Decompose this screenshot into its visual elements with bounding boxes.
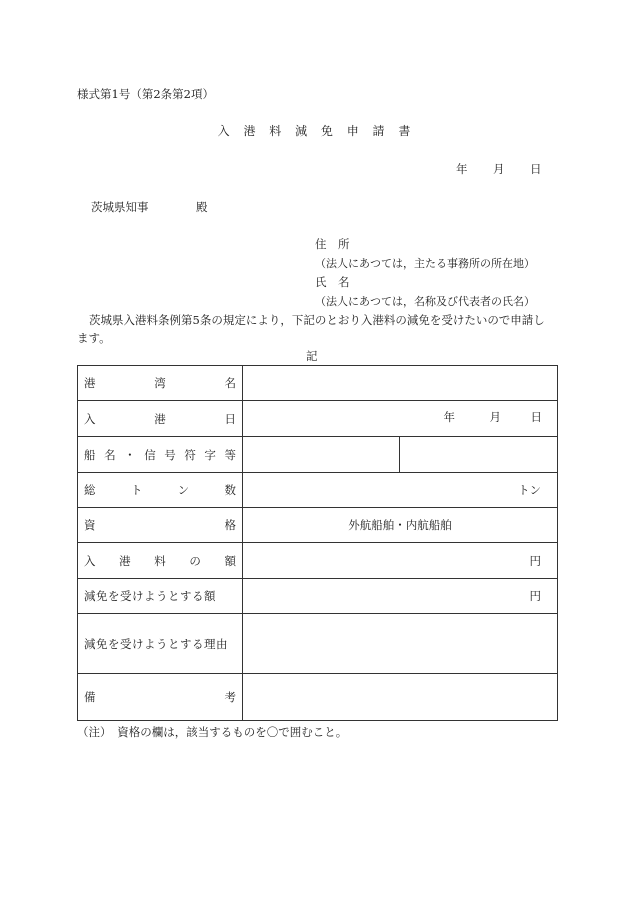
qualification-options[interactable]: [243, 508, 558, 543]
form-number: 様式第1号（第2条第2項）: [77, 87, 214, 101]
name-label: 氏 名: [315, 275, 350, 289]
row-reason: [78, 614, 558, 674]
body-text: 茨城県入港料条例第5条の規定により，下記のとおり入港料の減免を受けたいので申請します。: [77, 313, 545, 345]
row-fee: [78, 543, 558, 579]
label-entry-date: 入 港 日: [78, 401, 243, 437]
tonnage-unit: トン: [518, 483, 541, 497]
call-sign-input[interactable]: [400, 437, 558, 473]
row-remarks: [78, 674, 558, 721]
row-port: [78, 366, 558, 401]
entry-date-month: 月: [489, 409, 501, 424]
row-entry-date: [78, 401, 558, 437]
addressee-honorific: 殿: [196, 200, 208, 214]
row-ship: [78, 437, 558, 473]
tonnage-input[interactable]: [243, 473, 558, 508]
label-reason: 減免を受けようとする理由: [78, 614, 243, 674]
application-table: [77, 365, 558, 721]
ki-label: 記: [306, 349, 318, 363]
label-ship: 船 名 ・ 信 号 符 字 等: [78, 437, 243, 473]
page-title: 入 港 料 減 免 申 請 書: [217, 124, 413, 138]
header-date-day: 日: [530, 162, 542, 176]
footnote: （注） 資格の欄は，該当するものを〇で囲むこと。: [77, 725, 348, 739]
label-tonnage: 総 ト ン 数: [78, 473, 243, 508]
row-qualification: [78, 508, 558, 543]
fee-unit: 円: [529, 553, 541, 568]
row-tonnage: [78, 473, 558, 508]
exempt-amount-unit: 円: [529, 589, 541, 603]
entry-date-day: 日: [530, 409, 542, 424]
row-exempt-amount: [78, 579, 558, 614]
header-date-month: 月: [493, 162, 505, 176]
label-remarks: 備 考: [78, 674, 243, 721]
qualification-value: 外航船舶・内航船舶: [348, 518, 452, 532]
label-exempt-amount: 減免を受けようとする額: [78, 579, 243, 614]
exempt-amount-input[interactable]: [243, 579, 558, 614]
label-qualification: 資 格: [78, 508, 243, 543]
port-input[interactable]: [243, 366, 558, 401]
addressee-name: 茨城県知事: [91, 200, 149, 214]
address-note: （法人にあつては，主たる事務所の所在地）: [315, 257, 535, 270]
entry-date-year: 年: [443, 409, 455, 424]
fee-input[interactable]: [243, 543, 558, 579]
ship-name-input[interactable]: [243, 437, 400, 473]
header-date-year: 年: [456, 162, 468, 176]
reason-input[interactable]: [243, 614, 558, 674]
label-fee: 入 港 料 の 額: [78, 543, 243, 579]
name-note: （法人にあつては，名称及び代表者の氏名）: [315, 295, 535, 308]
address-label: 住 所: [315, 237, 350, 251]
label-port: 港 湾 名: [78, 366, 243, 401]
entry-date-input[interactable]: [243, 401, 558, 437]
remarks-input[interactable]: [243, 674, 558, 721]
